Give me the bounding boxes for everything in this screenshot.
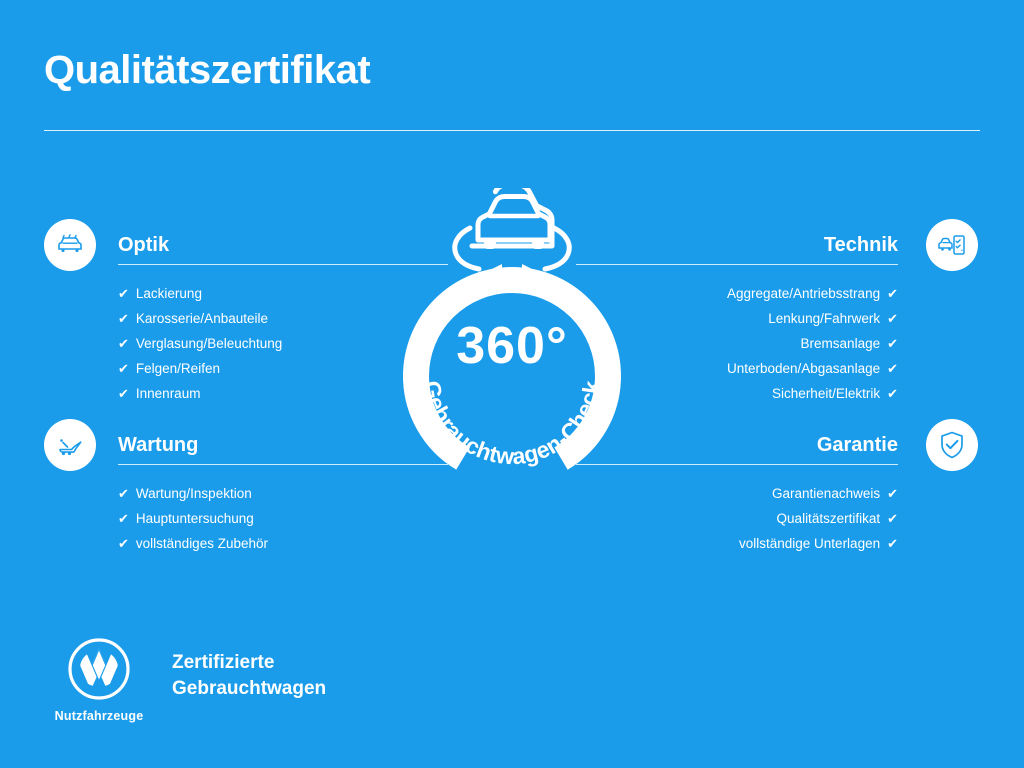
check-icon: ✔ (118, 361, 129, 376)
check-icon: ✔ (118, 536, 129, 551)
section-title-optik: Optik (118, 234, 170, 256)
section-title-wartung: Wartung (118, 434, 199, 456)
list-item-label: Felgen/Reifen (135, 361, 220, 376)
list-item-label: Sicherheit/Elektrik (772, 386, 881, 401)
360-check-graphic (376, 188, 648, 488)
check-icon: ✔ (887, 336, 898, 351)
list-item-label: Hauptuntersuchung (135, 511, 254, 526)
list-item-label: Lenkung/Fahrwerk (768, 311, 881, 326)
check-icon: ✔ (887, 511, 898, 526)
car-checklist-icon (926, 219, 978, 271)
list-item-label: Aggregate/Antriebsstrang (726, 286, 881, 301)
check-icon: ✔ (118, 486, 129, 501)
vw-logo-icon (68, 638, 130, 700)
check-icon: ✔ (118, 311, 129, 326)
check-icon: ✔ (118, 286, 129, 301)
check-icon: ✔ (118, 511, 129, 526)
check-icon: ✔ (887, 311, 898, 326)
list-item-label: vollständige Unterlagen (739, 536, 881, 551)
oil-can-icon (44, 419, 96, 471)
footer-claim-line1: Zertifizierte (172, 652, 275, 673)
section-list-garantie (576, 481, 898, 556)
list-item-label: Innenraum (135, 386, 201, 401)
vw-logo-block (44, 638, 154, 723)
list-item-label: Qualitätszertifikat (776, 511, 881, 526)
shield-check-icon (926, 419, 978, 471)
page-title: Qualitätszertifikat (44, 48, 371, 92)
list-item-label: vollständiges Zubehör (135, 536, 268, 551)
list-item (118, 531, 448, 556)
title-divider (44, 130, 980, 131)
list-item (576, 506, 898, 531)
check-icon: ✔ (887, 361, 898, 376)
list-item-label: Verglasung/Beleuchtung (135, 336, 283, 351)
footer-claim-line2: Gebrauchtwagen (172, 678, 327, 699)
list-item (118, 506, 448, 531)
car-wash-icon (44, 219, 96, 271)
check-icon: ✔ (887, 386, 898, 401)
list-item-label: Bremsanlage (800, 336, 881, 351)
degrees-label: 360° (456, 317, 568, 375)
list-item (576, 531, 898, 556)
check-icon: ✔ (118, 386, 129, 401)
check-icon: ✔ (887, 536, 898, 551)
footer-claim (172, 650, 326, 702)
list-item-label: Karosserie/Anbauteile (135, 311, 268, 326)
vw-logo-subtitle: Nutzfahrzeuge (54, 709, 144, 723)
section-list-wartung (118, 481, 448, 556)
curved-caption: Gebrauchtwagen-Check (418, 378, 605, 470)
list-item-label: Unterboden/Abgasanlage (726, 361, 881, 376)
footer (44, 638, 326, 723)
list-item-label: Wartung/Inspektion (135, 486, 252, 501)
section-title-garantie: Garantie (816, 434, 898, 456)
list-item-label: Lackierung (135, 286, 202, 301)
check-icon: ✔ (887, 486, 898, 501)
check-icon: ✔ (887, 286, 898, 301)
list-item-label: Garantienachweis (772, 486, 881, 501)
check-icon: ✔ (118, 336, 129, 351)
section-title-technik: Technik (823, 234, 898, 256)
